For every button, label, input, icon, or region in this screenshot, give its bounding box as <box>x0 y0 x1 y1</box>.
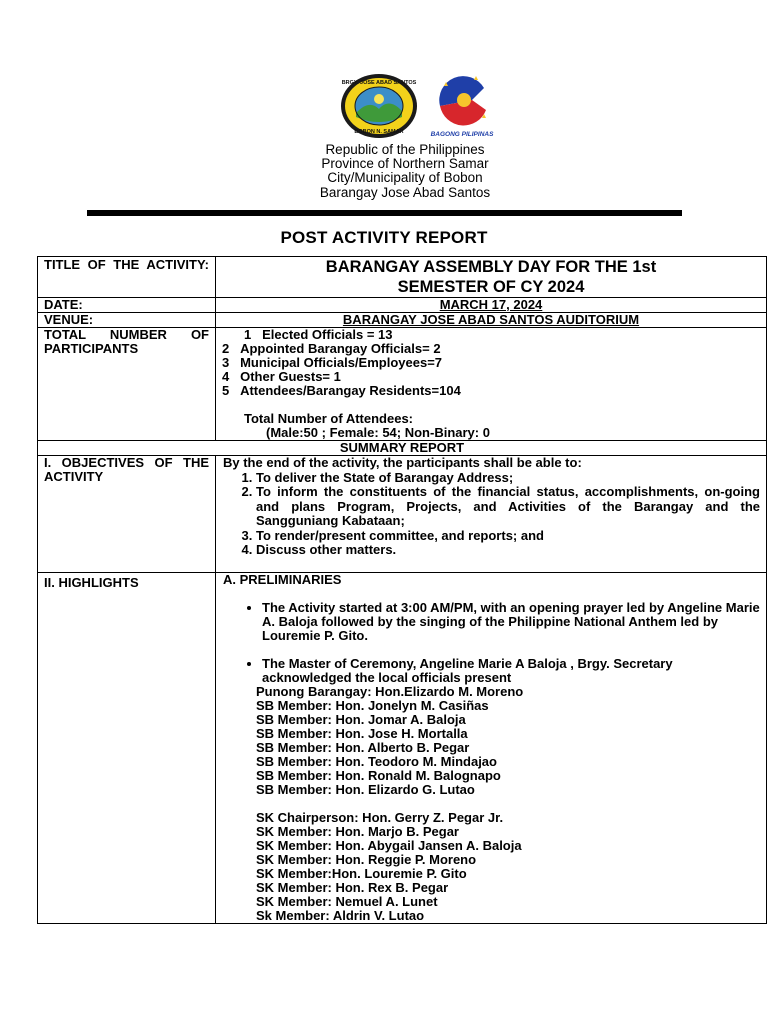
official-line: SK Member: Hon. Reggie P. Moreno <box>256 851 477 867</box>
address-line-barangay: Barangay Jose Abad Santos <box>319 184 491 200</box>
official-line: SB Member: Hon. Elizardo G. Lutao <box>256 781 475 797</box>
title-value-line-2: SEMESTER OF CY 2024 <box>397 278 585 296</box>
highlights-list <box>222 601 760 643</box>
title-label: TITLE OF THE ACTIVITY: <box>44 257 209 272</box>
venue-value: BARANGAY JOSE ABAD SANTOS AUDITORIUM <box>342 312 640 327</box>
venue-value-cell <box>216 313 767 328</box>
official-line: SB Member: Hon. Teodoro M. Mindajao <box>256 753 497 769</box>
title-value-line-1: BARANGAY ASSEMBLY DAY FOR THE 1st <box>325 258 657 276</box>
total-attendees-label: Total Number of Attendees: <box>244 411 414 426</box>
objectives-row <box>38 456 767 573</box>
participants-label-cell <box>38 328 216 441</box>
date-row <box>38 298 767 313</box>
objective-item: 2. To inform the constituents of the financial status, accomplishments, on-going and plans Program, Projects, and Activities of the Barangay and the Sangguniang Kabataan; <box>256 485 760 529</box>
official-line: SB Member: Hon. Jomar A. Baloja <box>256 711 466 727</box>
official-line: Punong Barangay: Hon.Elizardo M. Moreno <box>256 683 524 699</box>
bagong-pilipinas-text: BAGONG PILIPINAS <box>430 131 494 138</box>
highlights-cell <box>216 572 767 923</box>
date-label: DATE: <box>38 298 216 313</box>
official-line: SK Member: Nemuel A. Lunet <box>256 893 438 909</box>
date-value-cell <box>216 298 767 313</box>
address-line-municipality: City/Municipality of Bobon <box>327 170 483 186</box>
barangay-seal-logo <box>339 73 419 139</box>
highlights-row <box>38 572 767 923</box>
date-value: MARCH 17, 2024 <box>439 297 543 312</box>
barangay-officials-list <box>222 685 760 797</box>
official-line: SK Chairperson: Hon. Gerry Z. Pegar Jr. <box>256 809 504 825</box>
objective-item: 4. Discuss other matters. <box>256 543 760 558</box>
total-attendees-breakdown: (Male:50 ; Female: 54; Non-Binary: 0 <box>266 425 490 440</box>
objectives-intro: By the end of the activity, the participants shall be able to: <box>223 455 582 470</box>
seal-bottom-text: BOBON N. SAMAR <box>354 129 404 135</box>
official-line: SK Member: Hon. Rex B. Pegar <box>256 879 449 895</box>
highlight-bullet-opening: • The Activity started at 3:00 AM/PM, with an opening prayer led by Angeline Marie A. Baloja followed by the singing of the Philippine National Anthem led by Louremie P. Gito. <box>262 601 760 643</box>
title-row <box>38 257 767 298</box>
participants-label <box>44 328 209 356</box>
bagong-pilipinas-logo <box>426 70 502 142</box>
official-line: SB Member: Hon. Jonelyn M. Casiñas <box>256 697 489 713</box>
title-label-cell <box>38 257 216 298</box>
official-line: SB Member: Hon. Ronald M. Balognapo <box>256 767 501 783</box>
objectives-label: I. OBJECTIVES OF THE ACTIVITY <box>44 455 209 484</box>
summary-header: SUMMARY REPORT <box>38 441 767 456</box>
address-line-country: Republic of the Philippines <box>325 142 485 157</box>
preliminaries-heading: A. PRELIMINARIES <box>223 571 342 587</box>
venue-row <box>38 313 767 328</box>
official-line: SK Member:Hon. Louremie P. Gito <box>256 865 467 881</box>
summary-header-row <box>38 441 767 456</box>
header-divider <box>87 210 682 216</box>
title-value-cell <box>216 257 767 298</box>
participant-line: 2 Appointed Barangay Officials= 2 <box>222 341 441 356</box>
official-line: SB Member: Hon. Jose H. Mortalla <box>256 725 468 741</box>
official-line: Sk Member: Aldrin V. Lutao <box>256 907 425 923</box>
sk-officials-list <box>222 811 760 923</box>
address-line-province: Province of Northern Samar <box>321 156 489 172</box>
highlight-bullet-master-of-ceremony: • The Master of Ceremony, Angeline Marie A Baloja , Brgy. Secretary acknowledged the local officials present <box>262 657 760 685</box>
report-table <box>37 256 767 924</box>
logo-row <box>0 70 768 142</box>
page-title: POST ACTIVITY REPORT <box>280 228 488 247</box>
objectives-cell <box>216 456 767 573</box>
participant-line: 3 Municipal Officials/Employees=7 <box>222 355 443 370</box>
participant-line: 1 Elected Officials = 13 <box>244 327 393 342</box>
official-line: SK Member: Hon. Abygail Jansen A. Baloja <box>256 837 522 853</box>
objective-item: 1. To deliver the State of Barangay Address; <box>256 471 760 486</box>
participant-line: 5 Attendees/Barangay Residents=104 <box>222 383 461 398</box>
objective-item: 3. To render/present committee, and reports; and <box>256 529 760 544</box>
participants-label-text: TOTAL NUMBER OF PARTICIPANTS <box>44 327 209 356</box>
official-line: SB Member: Hon. Alberto B. Pegar <box>256 739 470 755</box>
highlights-list-2 <box>222 657 760 685</box>
objectives-list <box>222 471 760 558</box>
participants-row <box>38 328 767 441</box>
objectives-label-cell <box>38 456 216 573</box>
highlights-label: II. HIGHLIGHTS <box>38 572 216 923</box>
seal-top-text: BRGY. JOSE ABAD SANTOS <box>341 80 417 86</box>
official-line: SK Member: Hon. Marjo B. Pegar <box>256 823 459 839</box>
participant-line: 4 Other Guests= 1 <box>222 369 341 384</box>
venue-label: VENUE: <box>38 313 216 328</box>
participants-cell <box>216 328 767 441</box>
address-block <box>200 143 610 200</box>
